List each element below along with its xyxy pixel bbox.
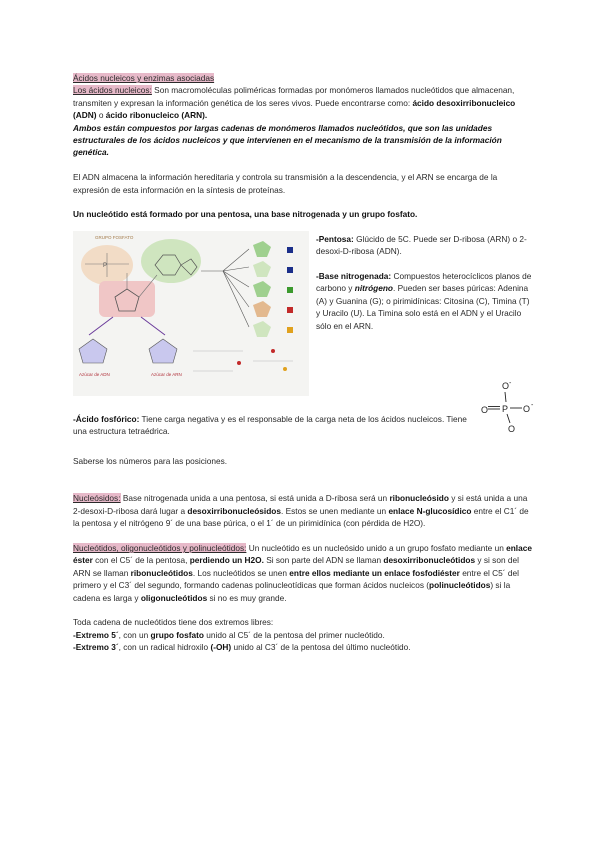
nucleotide-definition	[73, 208, 533, 220]
desoxirribonucleotidos-term: desoxirribonucleótidos	[383, 555, 476, 566]
nucleotide-figure-row	[73, 231, 533, 399]
perdiendo-h2o-term: perdiendo un H2O.	[189, 555, 264, 566]
rna-sugar-caption: Azúcar de ARN	[151, 371, 182, 377]
phosphate-o-right: O	[523, 403, 531, 414]
nucleotidos-text-2: con el C5´ de la pentosa,	[92, 555, 190, 566]
extremo-3-line	[73, 641, 533, 653]
extremos-intro: Toda cadena de nucleótidos tiene dos extremos libres:	[73, 617, 274, 628]
phosphate-structure	[475, 379, 539, 435]
base-text-1: Compuestos heterocíclicos planos de carbono y	[316, 271, 532, 294]
desoxirribonucleosidos-term: desoxirribonucleósidos	[187, 505, 281, 516]
intro-or: o	[96, 110, 106, 121]
phosphate-o-bottom: O	[508, 423, 516, 434]
nitrogeno-term: nitrógeno	[354, 283, 394, 294]
enlace-fosfodiester-term: entre ellos mediante un enlace fosfodiéster	[289, 567, 460, 578]
base-c-marker	[287, 287, 293, 293]
hidroxilo-term: (-OH)	[210, 642, 232, 653]
nucleotide-definition-text: Un nucleótido está formado por una pentosa, una base nitrogenada y un grupo fosfato.	[73, 209, 418, 220]
adn-arn-paragraph: El ADN almacena la información hereditaria y controla su transmisión a la descendencia, y el ARN se encarga de la expresión de esta información en la síntesis de proteínas.	[73, 172, 498, 195]
title-highlight: Ácidos nucleicos y enzimas asociadas	[73, 73, 215, 83]
extremo-3-text-2: unido al C3´ de la pentosa del último nucleótido.	[231, 642, 411, 653]
arn-term: ácido ribonucleico (ARN).	[105, 110, 208, 121]
ribonucleotidos-term: ribonucleótidos	[130, 567, 193, 578]
enlace-ester-term: enlace éster	[73, 543, 532, 566]
ribonucleosido-term: ribonucleósido	[389, 493, 449, 504]
document-page	[73, 72, 533, 654]
nucleosidos-text-2: y si está unida a una 2-desoxi-D-ribosa dará lugar a	[73, 493, 528, 516]
pentosa-text: Glúcido de 5C. Puede ser D-ribosa (ARN) o 2-desoxi-D-ribosa (ADN).	[316, 233, 527, 257]
phosphoric-acid-row	[73, 379, 534, 443]
extremo-3-text-1: , con un radical hidroxilo	[118, 642, 211, 653]
extremo-5-text-1: , con un	[118, 629, 151, 640]
base-label: -Base nitrogenada:	[316, 271, 392, 282]
base-paragraph	[316, 270, 533, 332]
phosphate-o-left: O	[481, 404, 489, 415]
nucleosidos-text-1: Base nitrogenada unida a una pentosa, si está unida a D-ribosa será un	[120, 493, 390, 504]
phosphate-o-top: O	[502, 380, 510, 391]
extremo-5-text-2: unido al C5´ de la pentosa del primer nucleótido.	[203, 629, 385, 640]
nucleotidos-text-3: Si son parte del ADN se llaman	[263, 555, 384, 566]
pentosa-label: -Pentosa:	[316, 233, 354, 244]
intro-text: Son macromoléculas poliméricas formadas por monómeros llamados nucleótidos que almacenan, transmiten y expresan la información genética de los seres vivos. Puede encontrarse como:	[73, 85, 515, 108]
nucleotidos-text-7: ) si la cadena es larga y	[73, 580, 511, 603]
saberse-note: Saberse los números para las posiciones.	[73, 456, 228, 467]
diagram-label-phosphate: GRUPO FOSFATO	[95, 234, 134, 240]
base-text-2: . Pueden ser bases púricas: Adenina (A) y Guanina (G); o pirimidínicas: Citosina (C), Timina (T) y Uracilo (U). La Timina solo está en el ADN y el Uracilo sólo en el ARN.	[316, 283, 530, 331]
phosphate-atom-p: P	[103, 262, 108, 269]
fosforico-text: Tiene carga negativa y es el responsable de la carga neta de los ácidos nucleicos. Tiene una estructura tetraédrica.	[73, 413, 467, 437]
intro-paragraph	[73, 84, 533, 121]
base-g-marker	[287, 267, 293, 273]
nucleotidos-paragraph	[73, 542, 533, 604]
nucleotidos-label: Nucleótidos, oligonucleótidos y polinucleótidos:	[73, 543, 247, 554]
pentosa-paragraph	[316, 233, 533, 258]
intro-emphasis: Ambos están compuestos por largas cadenas de monómeros llamados nucleótidos, que son las unidades estructurales de los ácidos nucleicos y que intervienen en el mecanismo de la transmisión de la información genética.	[73, 122, 502, 158]
base-ellipse	[141, 239, 201, 283]
nucleosidos-label: Nucleósidos:	[73, 493, 121, 504]
base-u-marker	[287, 327, 293, 333]
dna-sugar-caption: Azúcar de ADN	[79, 371, 110, 377]
fosforico-label-text: -Ácido fosfórico:	[73, 413, 140, 424]
adn-term: ácido desoxirribonucleico (ADN)	[73, 97, 516, 121]
nucleosidos-text-4: entre el C1´ de la pentosa y el nitrógeno 9´ de una base púrica, o el 1´ de un pirimidínica (con pérdida de H2O).	[73, 505, 529, 529]
nucleotidos-text-4: y si son del ARN se llaman	[73, 555, 519, 578]
fosforico-paragraph	[73, 413, 468, 438]
extremo-5-label: -Extremo 5´	[73, 629, 119, 640]
phosphate-minus-right: -	[531, 401, 534, 409]
nucleotidos-text-5: . Los nucleótidos se unen	[192, 567, 290, 578]
grupo-fosfato-term: grupo fosfato	[150, 629, 204, 640]
nucleotidos-text-8: si no es muy grande.	[207, 592, 287, 603]
extremo-3-label: -Extremo 3´	[73, 642, 119, 653]
nucleotidos-text-1: Un nucleótido es un nucleósido unido a un grupo fosfato mediante un	[246, 543, 507, 554]
component-descriptions	[316, 233, 533, 345]
phosphate-p: P	[502, 403, 509, 414]
nucleotidos-text-6: entre el C5´ del primero y el C3´ del segundo, formando cadenas polinucleotídicas que forman ácidos nucleicos (	[73, 567, 519, 591]
nucleosidos-text-3: . Estos se unen mediante un	[280, 505, 389, 516]
polinucleotidos-term: polinucleótidos	[429, 580, 491, 591]
base-a-marker	[287, 247, 293, 253]
nucleosidos-paragraph	[73, 492, 533, 529]
extremo-5-line	[73, 629, 533, 641]
phosphate-minus-top: -	[509, 379, 512, 387]
page-title	[73, 72, 533, 84]
intro-label: Los ácidos nucleicos:	[73, 85, 152, 96]
nucleotide-diagram	[73, 231, 309, 396]
base-t-marker	[287, 307, 293, 313]
oligonucleotidos-term: oligonucleótidos	[140, 592, 208, 603]
enlace-n-glucosidico-term: enlace N-glucosídico	[388, 505, 472, 516]
